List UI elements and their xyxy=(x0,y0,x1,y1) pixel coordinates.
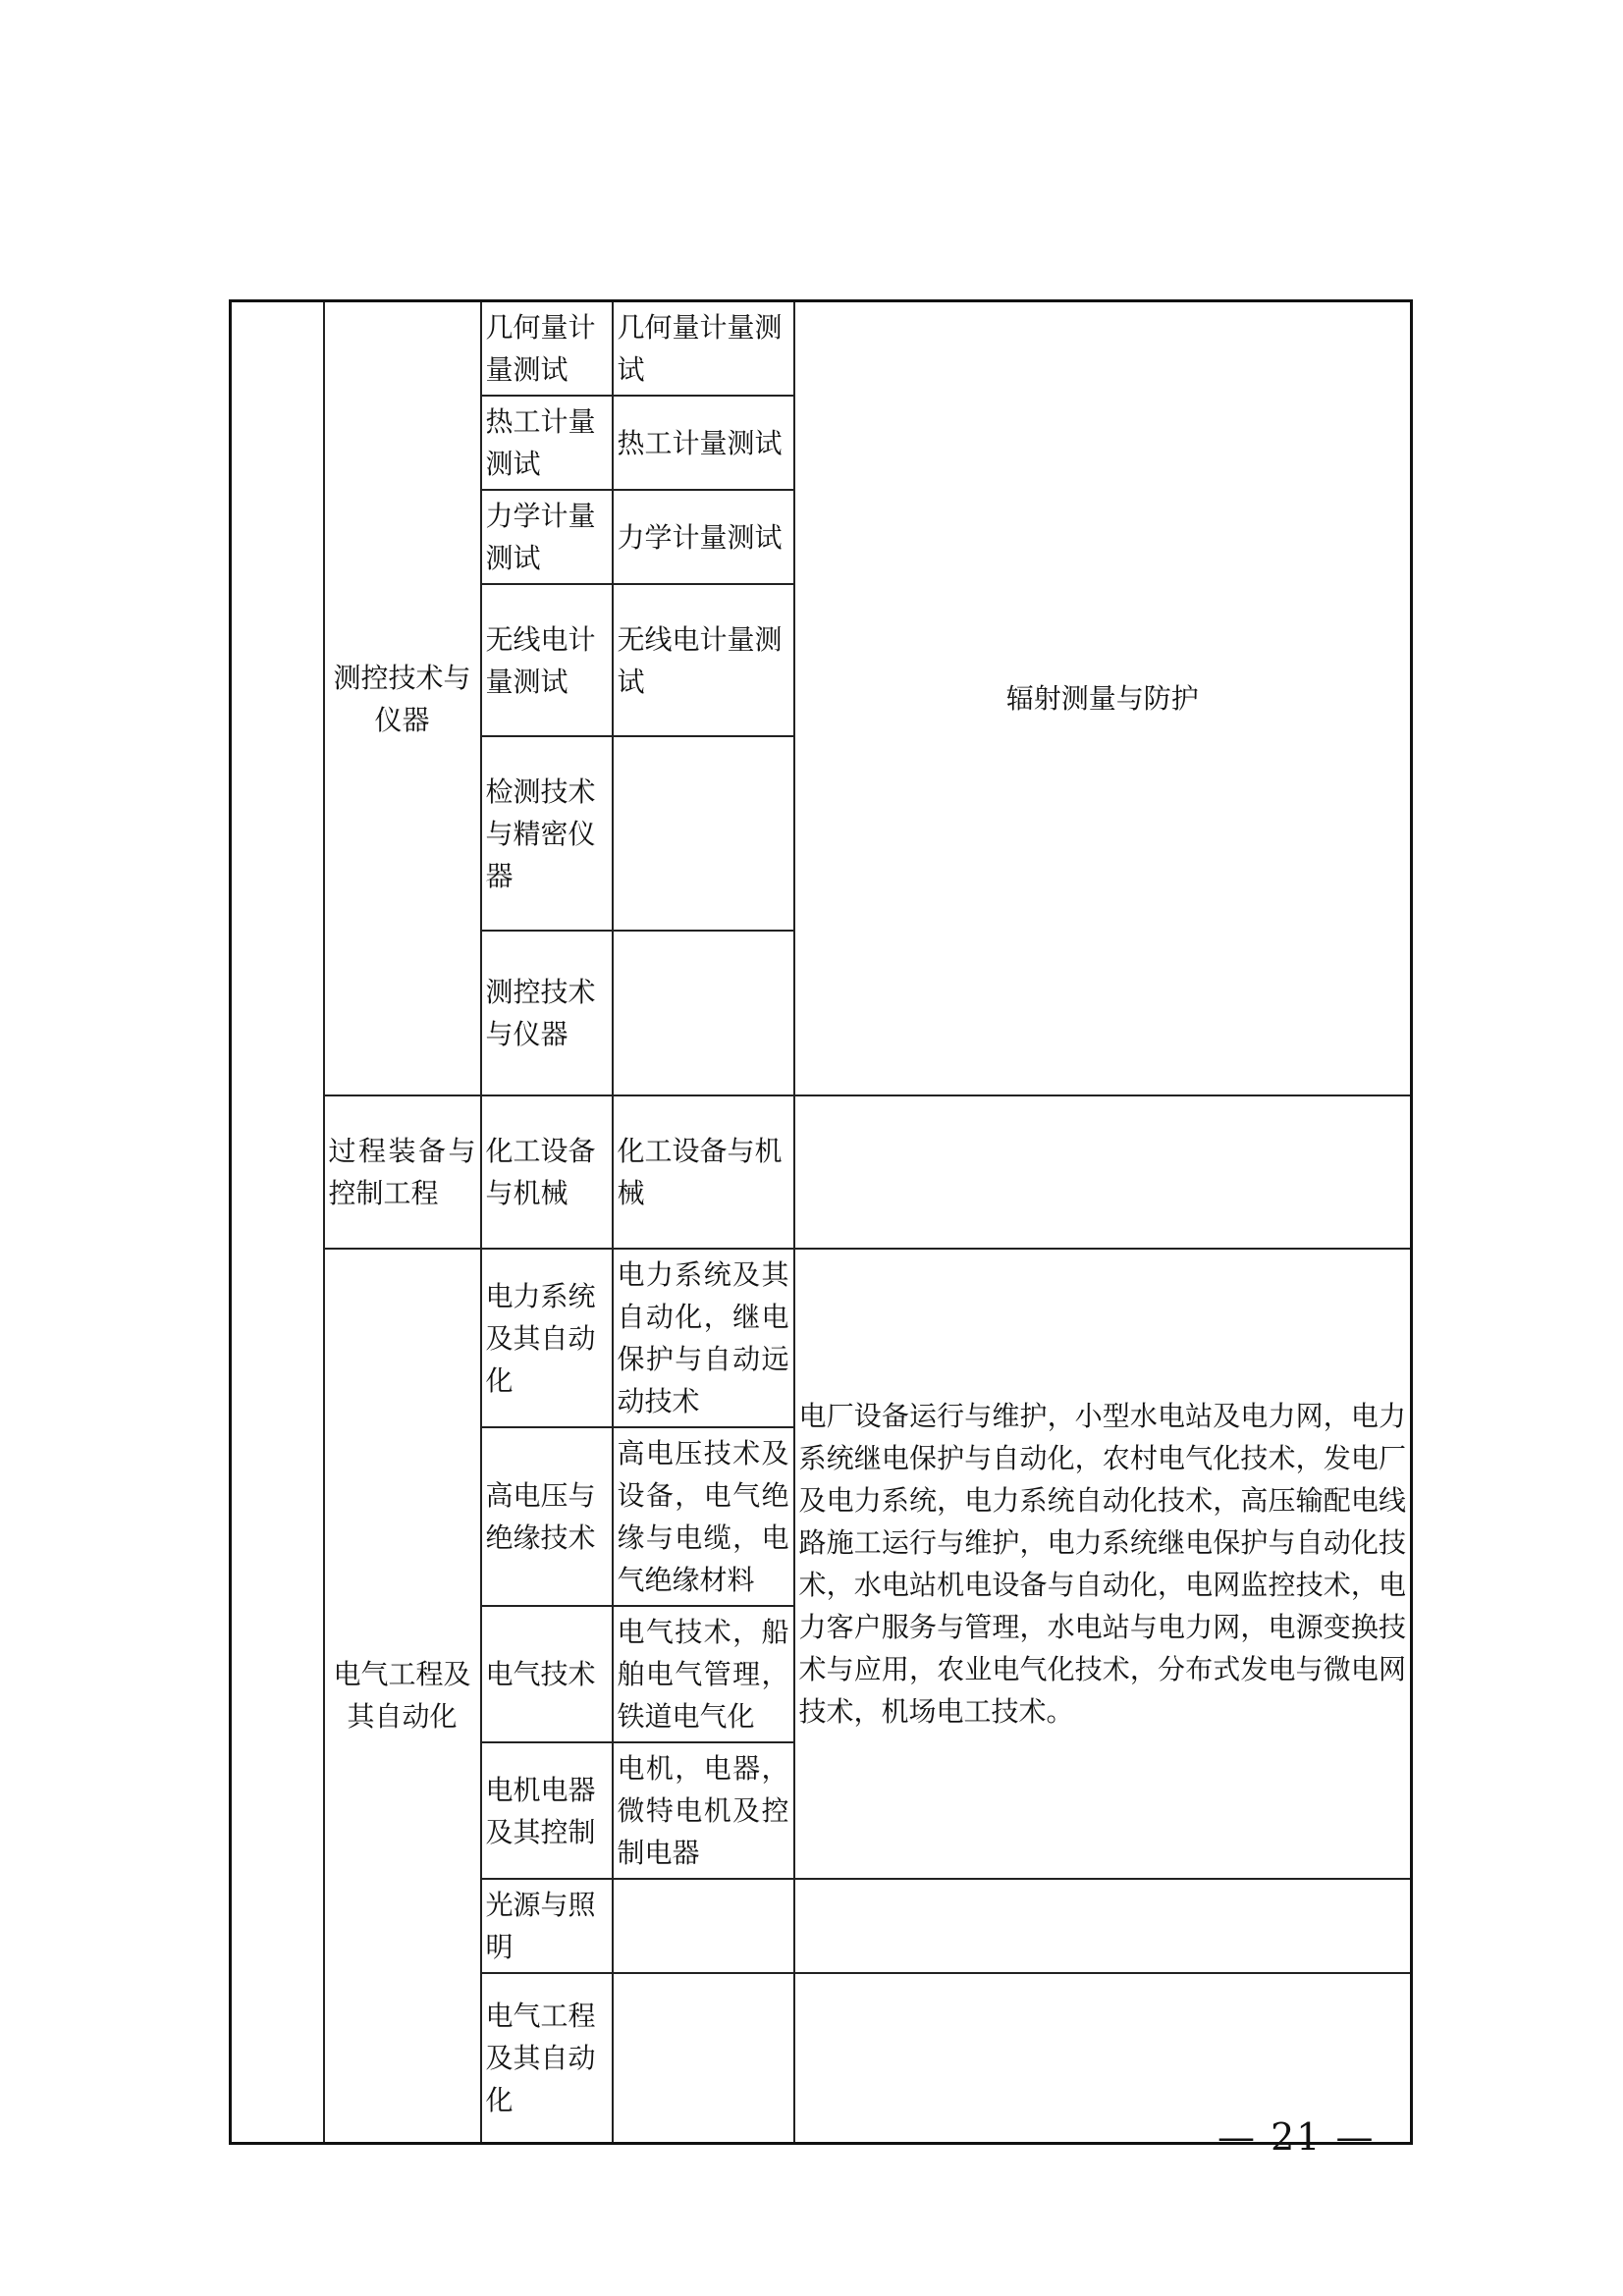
vocational-major-cell xyxy=(794,1879,1412,1973)
major-comparison-table xyxy=(229,299,1413,2145)
table-row xyxy=(231,1095,1412,1249)
old-alias-cell: 电机，电器，微特电机及控制电器 xyxy=(613,1742,794,1879)
old-alias-cell: 几何量计量测试 xyxy=(613,301,794,397)
old-major-cell: 热工计量测试 xyxy=(481,396,613,490)
old-alias-cell: 电力系统及其自动化，继电保护与自动远动技术 xyxy=(613,1249,794,1427)
old-alias-cell xyxy=(613,1879,794,1973)
old-major-cell: 无线电计量测试 xyxy=(481,584,613,736)
old-alias-cell: 热工计量测试 xyxy=(613,396,794,490)
major-name-cell: 测控技术与仪器 xyxy=(324,301,481,1096)
old-major-cell: 几何量计量测试 xyxy=(481,301,613,397)
category-cell xyxy=(231,301,324,2144)
old-alias-cell: 高电压技术及设备，电气绝缘与电缆，电气绝缘材料 xyxy=(613,1427,794,1606)
old-major-cell: 高电压与绝缘技术 xyxy=(481,1427,613,1606)
old-major-cell: 电力系统及其自动化 xyxy=(481,1249,613,1427)
vocational-major-cell: 电厂设备运行与维护，小型水电站及电力网，电力系统继电保护与自动化，农村电气化技术，发电厂及电力系统，电力系统自动化技术，高压输配电线路施工运行与维护，电力系统继电保护与自动化技术，水电站机电设备与自动化，电网监控技术，电力客户服务与管理，水电站与电力网，电源变换技术与应用，农业电气化技术，分布式发电与微电网技术，机场电工技术。 xyxy=(794,1249,1412,1879)
old-alias-cell: 电气技术，船舶电气管理，铁道电气化 xyxy=(613,1606,794,1742)
page-number: — 21 — xyxy=(1217,2115,1376,2159)
old-major-cell: 化工设备与机械 xyxy=(481,1095,613,1249)
old-alias-cell xyxy=(613,736,794,931)
table-row xyxy=(231,301,1412,397)
old-alias-cell: 化工设备与机械 xyxy=(613,1095,794,1249)
vocational-major-cell: 辐射测量与防护 xyxy=(794,301,1412,1096)
major-name-cell: 过程装备与控制工程 xyxy=(324,1095,481,1249)
old-major-cell: 力学计量测试 xyxy=(481,490,613,584)
old-alias-cell: 力学计量测试 xyxy=(613,490,794,584)
old-alias-cell xyxy=(613,1973,794,2143)
old-major-cell: 电气技术 xyxy=(481,1606,613,1742)
old-alias-cell: 无线电计量测试 xyxy=(613,584,794,736)
old-alias-cell xyxy=(613,931,794,1095)
old-major-cell: 测控技术与仪器 xyxy=(481,931,613,1095)
old-major-cell: 检测技术与精密仪器 xyxy=(481,736,613,931)
old-major-cell: 电气工程及其自动化 xyxy=(481,1973,613,2143)
table-row xyxy=(231,1249,1412,1427)
old-major-cell: 电机电器及其控制 xyxy=(481,1742,613,1879)
vocational-major-cell xyxy=(794,1095,1412,1249)
old-major-cell: 光源与照明 xyxy=(481,1879,613,1973)
major-name-cell: 电气工程及其自动化 xyxy=(324,1249,481,2143)
